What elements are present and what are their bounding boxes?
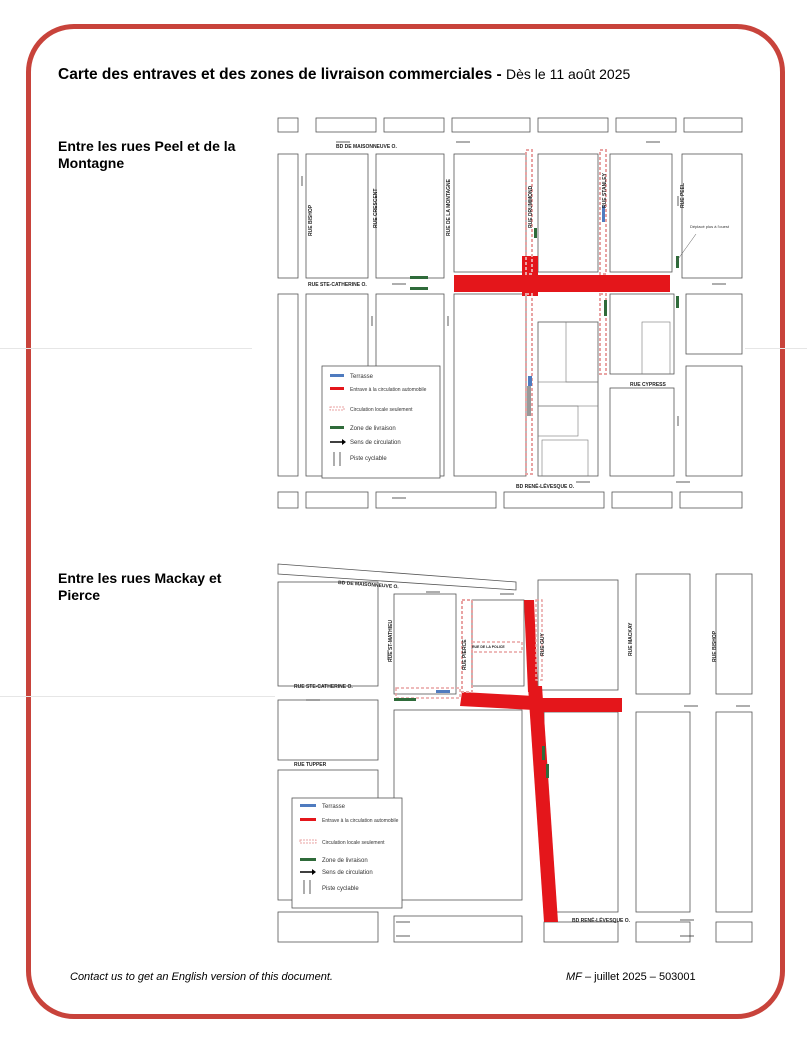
map1-legend-terrasse: Terrasse — [350, 374, 374, 380]
map1-street-crescent: RUE CRESCENT — [373, 188, 379, 228]
divider-line — [0, 348, 252, 349]
map2-street-bishop: RUE BISHOP — [712, 630, 718, 662]
map2-street-rene-levesque: BD RENÉ-LÉVESQUE O. — [572, 918, 631, 924]
map2-livraison — [394, 698, 416, 701]
map1-chantier — [527, 386, 531, 416]
map1-legend-piste: Piste cyclable — [350, 456, 387, 462]
map2-street-guy: RUE GUY — [540, 633, 546, 656]
map1-street-rene-levesque: BD RENÉ-LÉVESQUE O. — [516, 484, 575, 490]
map2-street-ste-catherine: RUE STE-CATHERINE O. — [294, 684, 353, 690]
map1-legend-livraison: Zone de livraison — [350, 426, 396, 432]
map1-street-drummond: RUE DRUMMOND — [528, 185, 534, 228]
footer-ref-rest: – juillet 2025 – 503001 — [584, 971, 696, 983]
map1-legend-sens: Sens de circulation — [350, 440, 401, 446]
map1-livraison — [676, 256, 679, 268]
map2-legend-livraison: Zone de livraison — [322, 858, 368, 864]
map2-legend-terrasse: Terrasse — [322, 804, 346, 810]
map1-entrave-drummond — [522, 256, 538, 296]
map1-street-cypress: RUE CYPRESS — [630, 382, 666, 388]
divider-line — [0, 696, 275, 697]
map1-street-peel: RUE PEEL — [680, 182, 686, 208]
map2-terrasse — [436, 690, 450, 693]
map1 — [276, 116, 745, 510]
title-date: Dès le 11 août 2025 — [506, 66, 631, 82]
divider-line — [745, 348, 807, 349]
map1-label: Entre les rues Peel et de la Montagne — [58, 138, 236, 171]
map1-livraison — [410, 287, 428, 290]
map1-street-maisonneuve: BD DE MAISONNEUVE O. — [336, 144, 397, 150]
map2-legend — [292, 798, 402, 908]
map2-canvas — [276, 560, 755, 946]
map2-legend-sens: Sens de circulation — [322, 870, 373, 876]
map2-street-tupper: RUE TUPPER — [294, 762, 327, 768]
map1-street-ste-catherine: RUE STE-CATHERINE O. — [308, 282, 367, 288]
map1-livraison — [410, 276, 428, 279]
map2 — [276, 560, 755, 946]
footer-reference — [566, 971, 696, 983]
map2-street-maisonneuve: BD DE MAISONNEUVE O. — [337, 580, 399, 591]
map2-street-la-police: RUE DE LA POLICE — [472, 645, 505, 649]
title-text: Carte des entraves et des zones de livraison commerciales - — [58, 66, 502, 83]
map2-entrave-ste-catherine-east — [538, 698, 622, 712]
map1-street-de-la-montagne: RUE DE LA MONTAGNE — [446, 179, 452, 236]
map2-street-st-mathieu: RUE ST-MATHIEU — [388, 619, 394, 662]
map1-legend-entrave: Entrave à la circulation automobile — [350, 387, 427, 393]
map2-livraison — [542, 746, 545, 760]
page-title — [58, 66, 630, 84]
map1-legend — [322, 366, 440, 478]
map2-entrave-ste-catherine-west — [460, 692, 534, 710]
map1-street-bishop: RUE BISHOP — [308, 204, 314, 236]
map1-terrasse — [528, 376, 532, 386]
map2-legend-circ-locale: Circulation locale seulement — [322, 840, 385, 846]
footer-contact: Contact us to get an English version of this document. — [70, 971, 333, 983]
map2-street-pierce: RUE PIERCE — [462, 639, 468, 670]
map1-legend-circ-locale: Circulation locale seulement — [350, 407, 413, 413]
footer-ref-prefix: MF — [566, 971, 582, 983]
map2-legend-piste: Piste cyclable — [322, 886, 359, 892]
map1-livraison — [676, 296, 679, 308]
map1-note: Déplacé plus à l'ouest — [690, 224, 730, 229]
map2-label: Entre les rues Mackay et Pierce — [58, 570, 222, 603]
map1-canvas — [276, 116, 745, 510]
map1-livraison — [534, 228, 537, 238]
map1-entrave-ste-catherine — [454, 275, 670, 292]
map2-livraison — [546, 764, 549, 778]
map1-livraison — [604, 300, 607, 316]
map2-street-mackay: RUE MACKAY — [628, 622, 634, 656]
map1-street-stanley: RUE STANLEY — [602, 173, 608, 208]
map2-legend-entrave: Entrave à la circulation automobile — [322, 818, 399, 824]
